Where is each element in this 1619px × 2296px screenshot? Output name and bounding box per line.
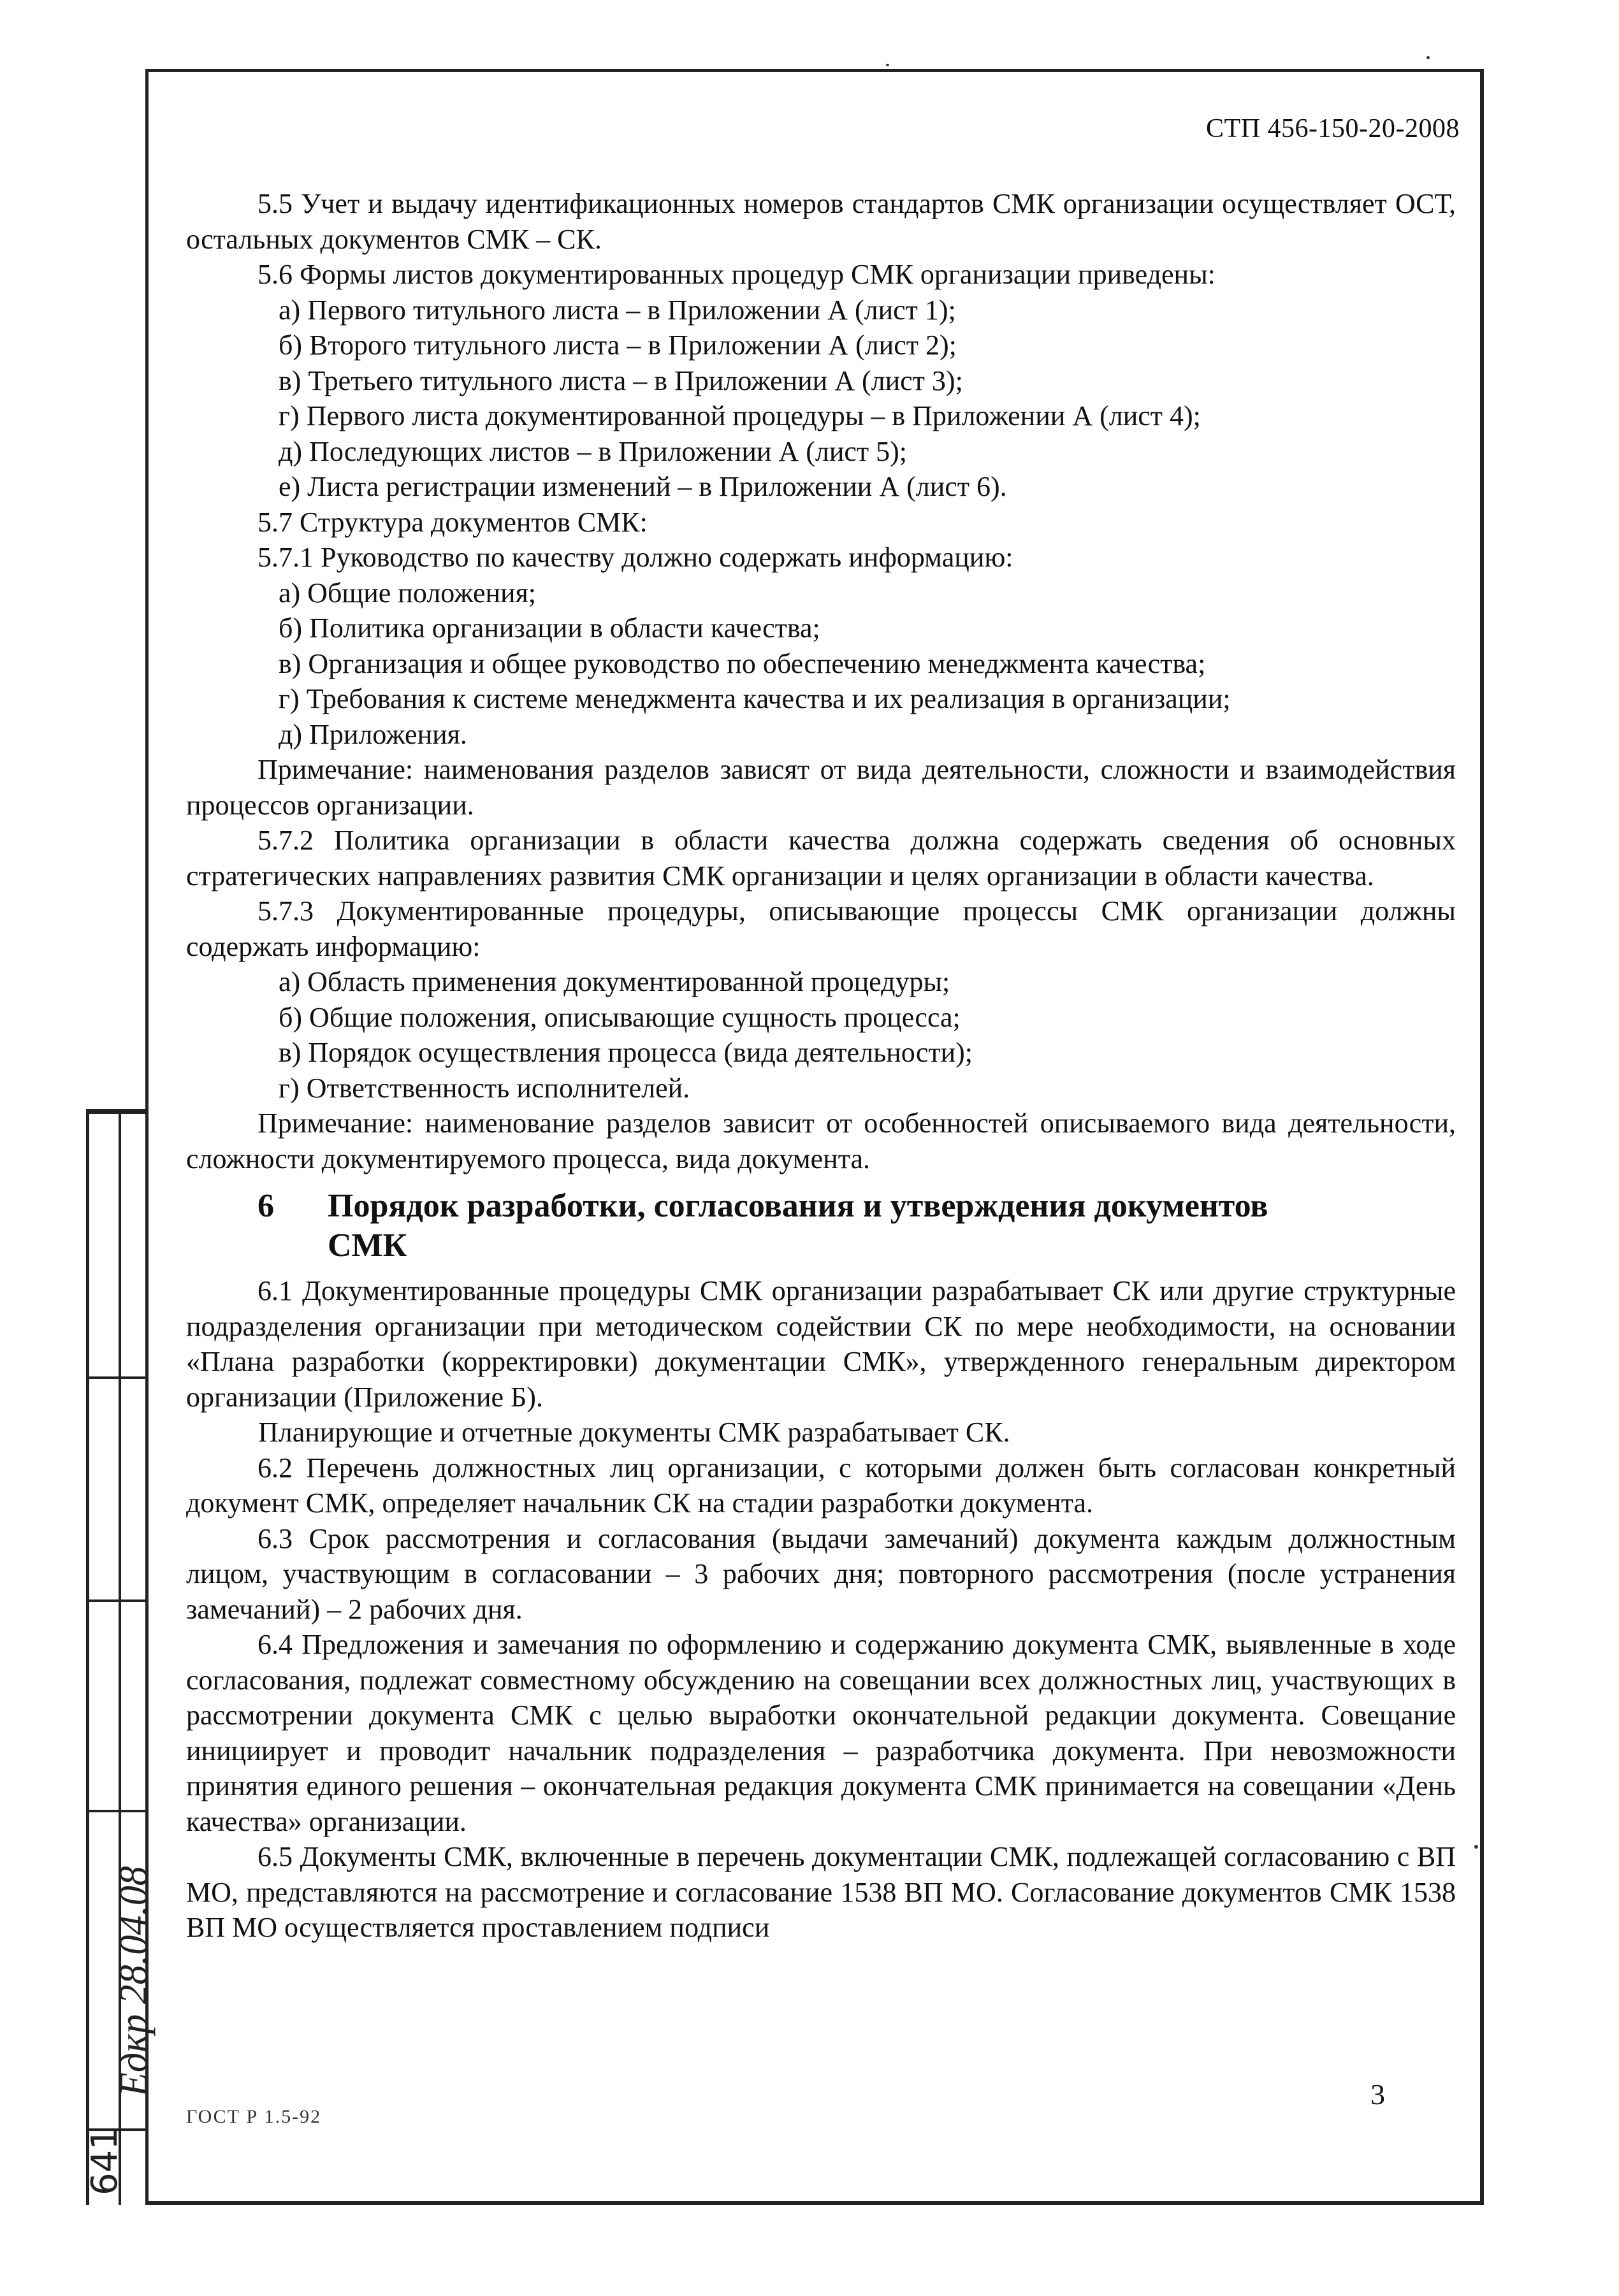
paragraph: б) Политика организации в области качества; [279, 612, 820, 644]
paragraph: д) Приложения. [279, 718, 467, 750]
scan-speck [1427, 56, 1430, 59]
section-6-heading [186, 1187, 1456, 1266]
paragraph: г) Первого листа документированной процедуры – в Приложении А (лист 4); [279, 400, 1201, 431]
paragraph: в) Порядок осуществления процесса (вида деятельности); [279, 1037, 973, 1068]
paragraph: Примечание: наименования разделов зависят от вида деятельности, сложности и взаимодействия процессов организации. [186, 754, 1456, 821]
section-6-part [186, 1273, 1456, 1946]
section-5-part [186, 186, 1456, 1176]
section-6-title-line1: Порядок разработки, согласования и утверждения документов [328, 1188, 1268, 1224]
paragraph: е) Листа регистрации изменений – в Приложении А (лист 6). [279, 471, 1007, 502]
paragraph: 6.1 Документированные процедуры СМК организации разрабатывает СК или другие структурные подразделения организации при методическом содействии СК по мере необходимости, на основании «Плана разработки (корректировки) документации СМК», утвержденного генеральным директором организации (Приложение Б). [186, 1275, 1456, 1413]
document-code: СТП 456-150-20-2008 [1206, 114, 1460, 143]
paragraph: г) Требования к системе менеджмента качества и их реализация в организации; [279, 683, 1231, 714]
paragraph: а) Первого титульного листа – в Приложении А (лист 1); [279, 294, 956, 326]
section-6-number: 6 [258, 1188, 274, 1224]
paragraph: б) Общие положения, описывающие сущность процесса; [279, 1001, 961, 1033]
paragraph: г) Ответственность исполнителей. [279, 1072, 690, 1104]
paragraph: 5.7 Структура документов СМК: [258, 506, 648, 538]
margin-strip-line [89, 1599, 149, 1602]
paragraph: а) Общие положения; [279, 577, 537, 609]
scan-speck [886, 64, 889, 66]
page-number: 3 [1370, 2078, 1385, 2111]
paragraph: 6.2 Перечень должностных лиц организации, с которыми должен быть согласован конкретный документ СМК, определяет начальник СК на стадии разработки документа. [186, 1452, 1456, 1519]
paragraph: 5.7.1 Руководство по качеству должно содержать информацию: [258, 542, 1013, 573]
paragraph: 6.3 Срок рассмотрения и согласования (выдачи замечаний) документа каждым должностным лицом, участвующим в согласовании – 3 рабочих дня; повторного рассмотрения (после устранения замечаний) – 2 рабочих дня. [186, 1522, 1456, 1625]
footer-standard: ГОСТ Р 1.5-92 [186, 2106, 322, 2127]
paragraph: в) Третьего титульного листа – в Приложении А (лист 3); [279, 365, 963, 396]
paragraph: б) Второго титульного листа – в Приложении А (лист 2); [279, 329, 957, 361]
paragraph: д) Последующих листов – в Приложении А (лист 5); [279, 435, 908, 467]
paragraph: 5.7.3 Документированные процедуры, описывающие процессы СМК организации должны содержать информацию: [186, 895, 1456, 962]
margin-strip-line [89, 1376, 149, 1379]
paragraph: 6.5 Документы СМК, включенные в перечень документации СМК, подлежащей согласованию с ВП МО, представляются на рассмотрение и согласование 1538 ВП МО. Согласование документов СМК 1538 ВП МО осуществляется проставлением подписи [186, 1841, 1456, 1943]
scan-speck [1474, 1845, 1478, 1849]
paragraph: Примечание: наименование разделов зависит от особенностей описываемого вида деятельности, сложности документируемого процесса, вида документа. [186, 1108, 1456, 1174]
section-6-title-line2: СМК [328, 1227, 407, 1264]
paragraph: 5.5 Учет и выдачу идентификационных номеров стандартов СМК организации осуществляет ОСТ, остальных документов СМК – СК. [186, 188, 1456, 255]
handwritten-signature-date: Едкр 28.04.08 [112, 1866, 156, 2097]
margin-strip-line [89, 1810, 149, 1812]
inventory-number: 641 [84, 2127, 126, 2195]
document-body [186, 186, 1456, 1946]
paragraph: в) Организация и общее руководство по обеспечению менеджмента качества; [279, 647, 1206, 679]
paragraph: 6.4 Предложения и замечания по оформлению и содержанию документа СМК, выявленные в ходе согласования, подлежат совместному обсуждению на совещании всех должностных лиц, участвующих в рассмотрении документа СМК с целью выработки окончательной редакции документа. Совещание инициирует и проводит начальник подразделения – разработчика документа. При невозможности принятия единого решения – окончательная редакция документа СМК принимается на совещании «День качества» организации. [186, 1629, 1456, 1837]
paragraph: Планирующие и отчетные документы СМК разрабатывает СК. [258, 1417, 1010, 1448]
paragraph: а) Область применения документированной процедуры; [279, 966, 950, 997]
paragraph: 5.7.2 Политика организации в области качества должна содержать сведения об основных стратегических направлениях развития СМК организации и целях организации в области качества. [186, 825, 1456, 892]
paragraph: 5.6 Формы листов документированных процедур СМК организации приведены: [258, 259, 1216, 290]
